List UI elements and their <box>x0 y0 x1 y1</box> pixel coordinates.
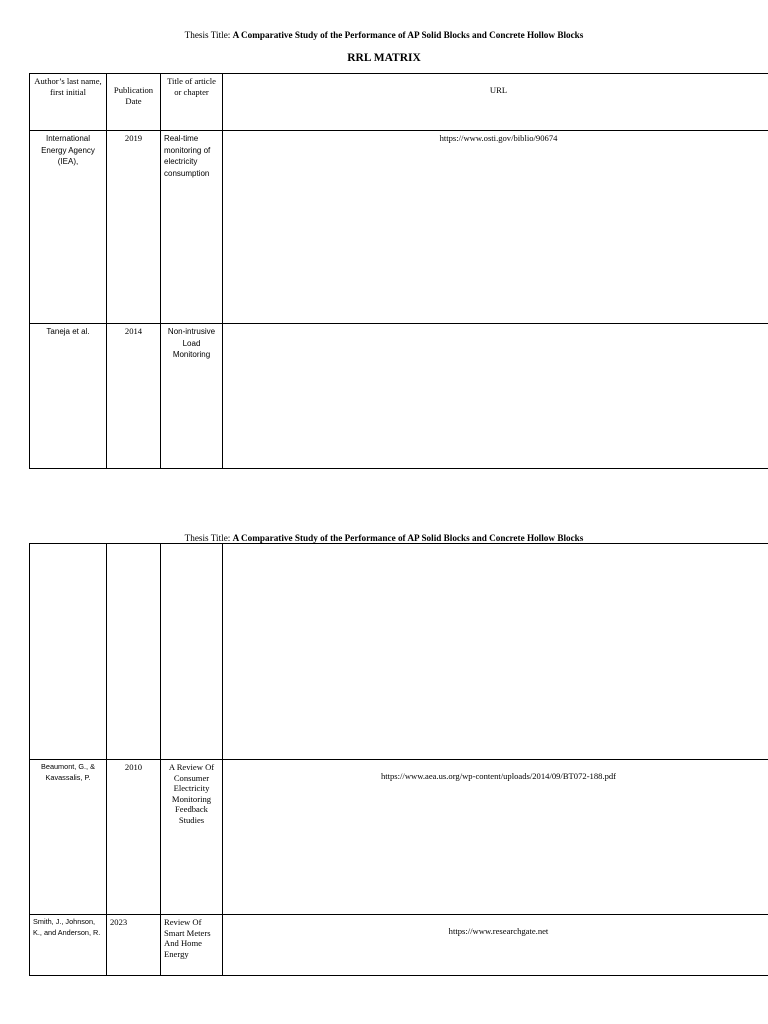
cell-date: 2023 <box>107 915 161 976</box>
table-header-row <box>30 74 768 131</box>
cell-title: Real-time monitoring of electricity consumption <box>161 131 223 324</box>
cell-author: Smith, J., Johnson, K., and Anderson, R. <box>30 915 107 976</box>
cell-url-link[interactable]: https://www.osti.gov/biblio/90674 <box>223 131 768 324</box>
rrl-matrix-table <box>29 73 768 469</box>
cell-url <box>223 544 768 760</box>
thesis-title: A Comparative Study of the Performance of AP Solid Blocks and Concrete Hollow Blocks <box>232 533 584 543</box>
cell-author <box>30 544 107 760</box>
cell-url-link[interactable]: https://www.aea.us.org/wp-content/uploads/2014/09/BT072-188.pdf <box>223 760 768 915</box>
cell-author: International Energy Agency (IEA), <box>30 131 107 324</box>
header-date: Publication Date <box>107 74 161 131</box>
thesis-title: A Comparative Study of the Performance of AP Solid Blocks and Concrete Hollow Blocks <box>232 30 584 40</box>
cell-url <box>223 324 768 469</box>
cell-url-link[interactable]: https://www.researchgate.net <box>223 915 768 976</box>
cell-date: 2010 <box>107 760 161 915</box>
rrl-matrix-title: RRL MATRIX <box>347 52 421 64</box>
rrl-matrix-table-continued <box>29 543 768 976</box>
table-row <box>30 760 768 915</box>
cell-author: Beaumont, G., & Kavassalis, P. <box>30 760 107 915</box>
table-row <box>30 915 768 976</box>
thesis-title-prefix: Thesis Title: <box>184 30 233 40</box>
cell-title: Review Of Smart Meters And Home Energy <box>161 915 223 976</box>
thesis-title-line <box>0 30 768 40</box>
thesis-title-line-page2 <box>0 533 768 543</box>
cell-title: A Review Of Consumer Electricity Monitoring Feedback Studies <box>161 760 223 915</box>
cell-author: Taneja et al. <box>30 324 107 469</box>
cell-title: Non-intrusive Load Monitoring <box>161 324 223 469</box>
table-row <box>30 544 768 760</box>
cell-date <box>107 544 161 760</box>
table-row <box>30 324 768 469</box>
header-url: URL <box>223 74 768 131</box>
header-author: Author’s last name, first initial <box>30 74 107 131</box>
thesis-title-prefix: Thesis Title: <box>184 533 233 543</box>
cell-date: 2019 <box>107 131 161 324</box>
header-title: Title of article or chapter <box>161 74 223 131</box>
cell-date: 2014 <box>107 324 161 469</box>
table-row <box>30 131 768 324</box>
cell-title <box>161 544 223 760</box>
